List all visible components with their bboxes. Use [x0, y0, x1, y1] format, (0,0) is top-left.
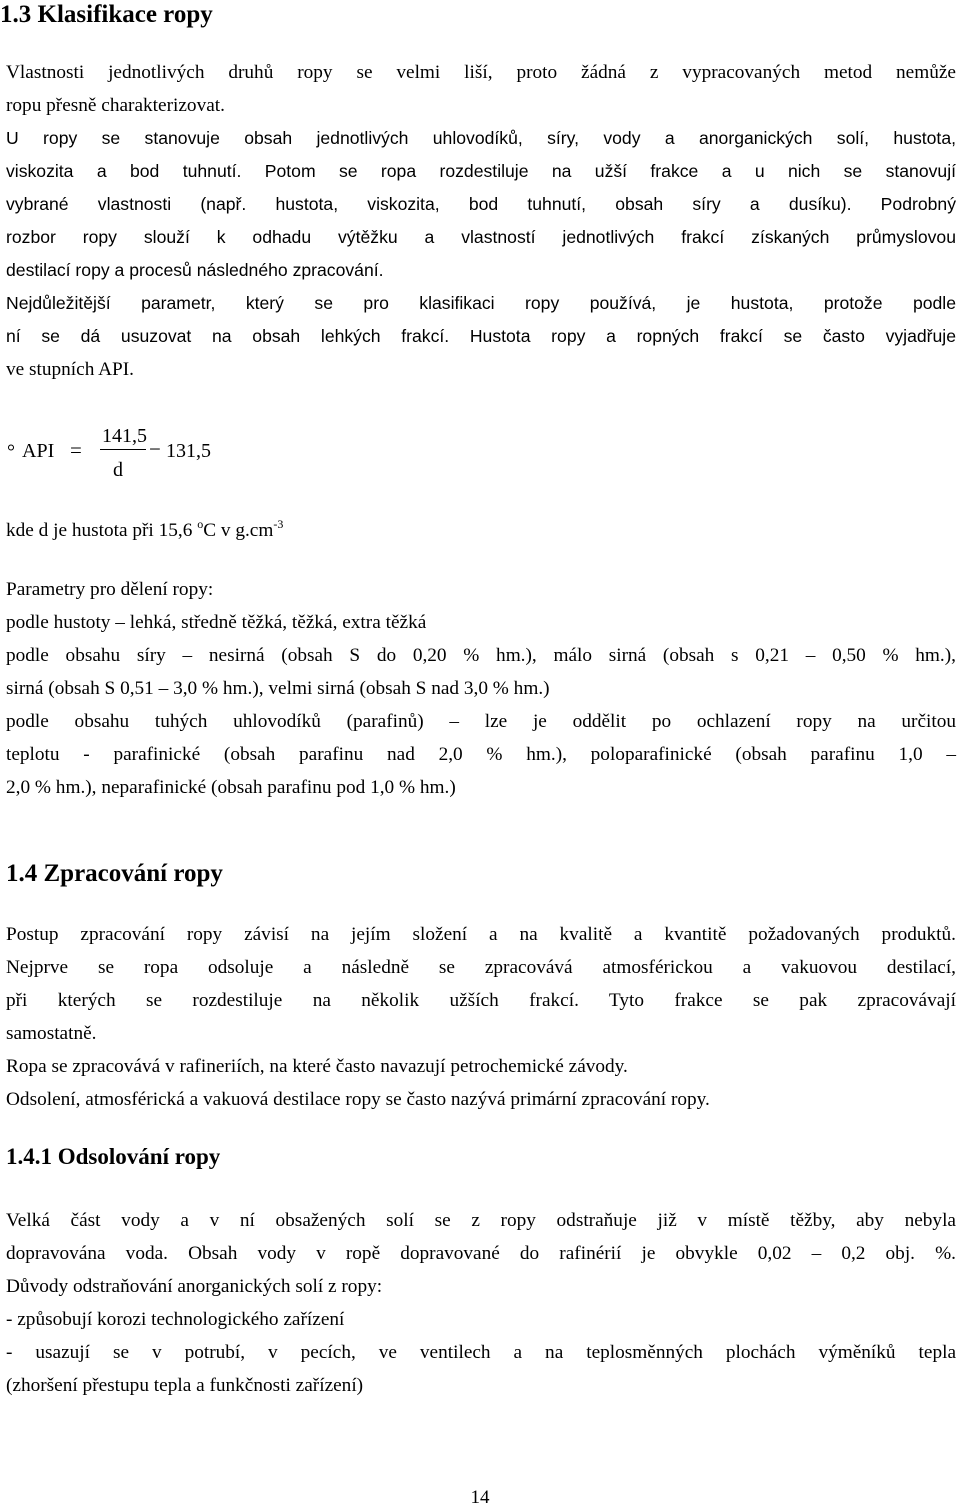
- page-number: 14: [470, 1487, 490, 1508]
- formula-constant: 131,5: [166, 440, 211, 462]
- desalting-paragraph: [6, 1204, 956, 1402]
- parameters-paragraph: [6, 573, 956, 804]
- paragraph-line: Důvody odstraňování anorganických solí z ropy:: [6, 1276, 383, 1297]
- paragraph-line: 2,0 % hm.), neparafinické (obsah parafinu pod 1,0 % hm.): [6, 777, 456, 798]
- paragraph-line: destilací ropy a procesů následného zpracování.: [6, 260, 384, 280]
- degree-superscript: o: [197, 517, 204, 531]
- exponent-superscript: -3: [273, 517, 284, 531]
- list-item: (zhoršení přestupu tepla a funkčnosti zařízení): [6, 1375, 364, 1396]
- paragraph-line: podle obsahu síry – nesirná (obsah S do 0,20 % hm.), málo sirná (obsah s 0,21 – 0,50 % hm.),: [6, 645, 956, 666]
- paragraph-line: Postup zpracování ropy závisí na jejím složení a na kvalitě a kvantitě požadovaných produktů.: [6, 924, 956, 945]
- paragraph-line: podle obsahu tuhých uhlovodíků (parafinů) – lze je oddělit po ochlazení ropy na určitou: [6, 711, 956, 732]
- paragraph-line: podle hustoty – lehká, středně těžká, těžká, extra těžká: [6, 612, 427, 633]
- paragraph-line: vybrané vlastnosti (např. hustota, viskozita, bod tuhnutí, obsah síry a dusíku). Podrobný: [6, 194, 956, 214]
- paragraph-line: Nejdůležitější parametr, který se pro klasifikaci ropy používá, je hustota, protože podle: [6, 293, 956, 313]
- paragraph-line: Parametry pro dělení ropy:: [6, 579, 214, 600]
- paragraph-line: samostatně.: [6, 1023, 97, 1044]
- list-item: - způsobují korozi technologického zařízení: [6, 1309, 345, 1330]
- paragraph-line: Vlastnosti jednotlivých druhů ropy se velmi liší, proto žádná z vypracovaných metod nemůže: [6, 62, 956, 83]
- classification-paragraph: [6, 56, 956, 386]
- section-heading-1-4-1: 1.4.1 Odsolování ropy: [6, 1144, 221, 1169]
- formula-explanation: [6, 514, 956, 547]
- paragraph-line: při kterých se rozdestiluje na několik užších frakcí. Tyto frakce se pak zpracovávají: [6, 990, 956, 1011]
- paragraph-line: Nejprve se ropa odsoluje a následně se zpracovává atmosférickou a vakuovou destilací,: [6, 957, 956, 978]
- list-item: - usazují se v potrubí, v pecích, ve ventilech a na teplosměnných plochách výměníků tepla: [6, 1342, 956, 1363]
- paragraph-line: ve stupních API.: [6, 359, 135, 380]
- formula-api: API: [22, 440, 55, 462]
- paragraph-line: viskozita a bod tuhnutí. Potom se ropa rozdestiluje na užší frakce a u nich se stanovují: [6, 161, 956, 181]
- formula-equals: =: [70, 438, 82, 462]
- formula-minus: −: [149, 437, 161, 461]
- paragraph-line: rozbor ropy slouží k odhadu výtěžku a vlastností jednotlivých frakcí získaných průmyslovou: [6, 227, 956, 247]
- paragraph-line: sirná (obsah S 0,51 – 3,0 % hm.), velmi sirná (obsah S nad 3,0 % hm.): [6, 678, 550, 699]
- paragraph-line: Ropa se zpracovává v rafineriích, na které často navazují petrochemické závody.: [6, 1056, 628, 1077]
- section-heading-1-3: 1.3 Klasifikace ropy: [0, 1, 213, 28]
- paragraph-line: dopravována voda. Obsah vody v ropě dopravované do rafinérií je obvykle 0,02 – 0,2 obj. %.: [6, 1243, 956, 1264]
- fraction-bar: [100, 449, 146, 450]
- paragraph-line: Velká část vody a v ní obsažených solí se z ropy odstraňuje již v místě těžby, aby nebyla: [6, 1210, 956, 1231]
- paragraph-line: Odsolení, atmosférická a vakuová destilace ropy se často nazývá primární zpracování ropy.: [6, 1089, 710, 1110]
- section-heading-1-4: 1.4 Zpracování ropy: [6, 860, 223, 887]
- formula-denominator: d: [113, 459, 123, 481]
- processing-paragraph: [6, 918, 956, 1116]
- paragraph-line: U ropy se stanovuje obsah jednotlivých uhlovodíků, síry, vody a anorganických solí, hustota,: [6, 128, 956, 148]
- paragraph-line: ní se dá usuzovat na obsah lehkých frakcí. Hustota ropy a ropných frakcí se často vyjadřuje: [6, 326, 956, 346]
- paragraph-line: teplotu - parafinické (obsah parafinu nad 2,0 % hm.), poloparafinické (obsah parafinu 1,0 –: [6, 744, 956, 765]
- formula-degree: °: [7, 441, 15, 463]
- formula-numerator: 141,5: [102, 425, 147, 447]
- paragraph-line: ropu přesně charakterizovat.: [6, 95, 225, 116]
- explanation-line: kde d je hustota při 15,6 $^o$C v $g.cm^{-3}$: [6, 517, 284, 541]
